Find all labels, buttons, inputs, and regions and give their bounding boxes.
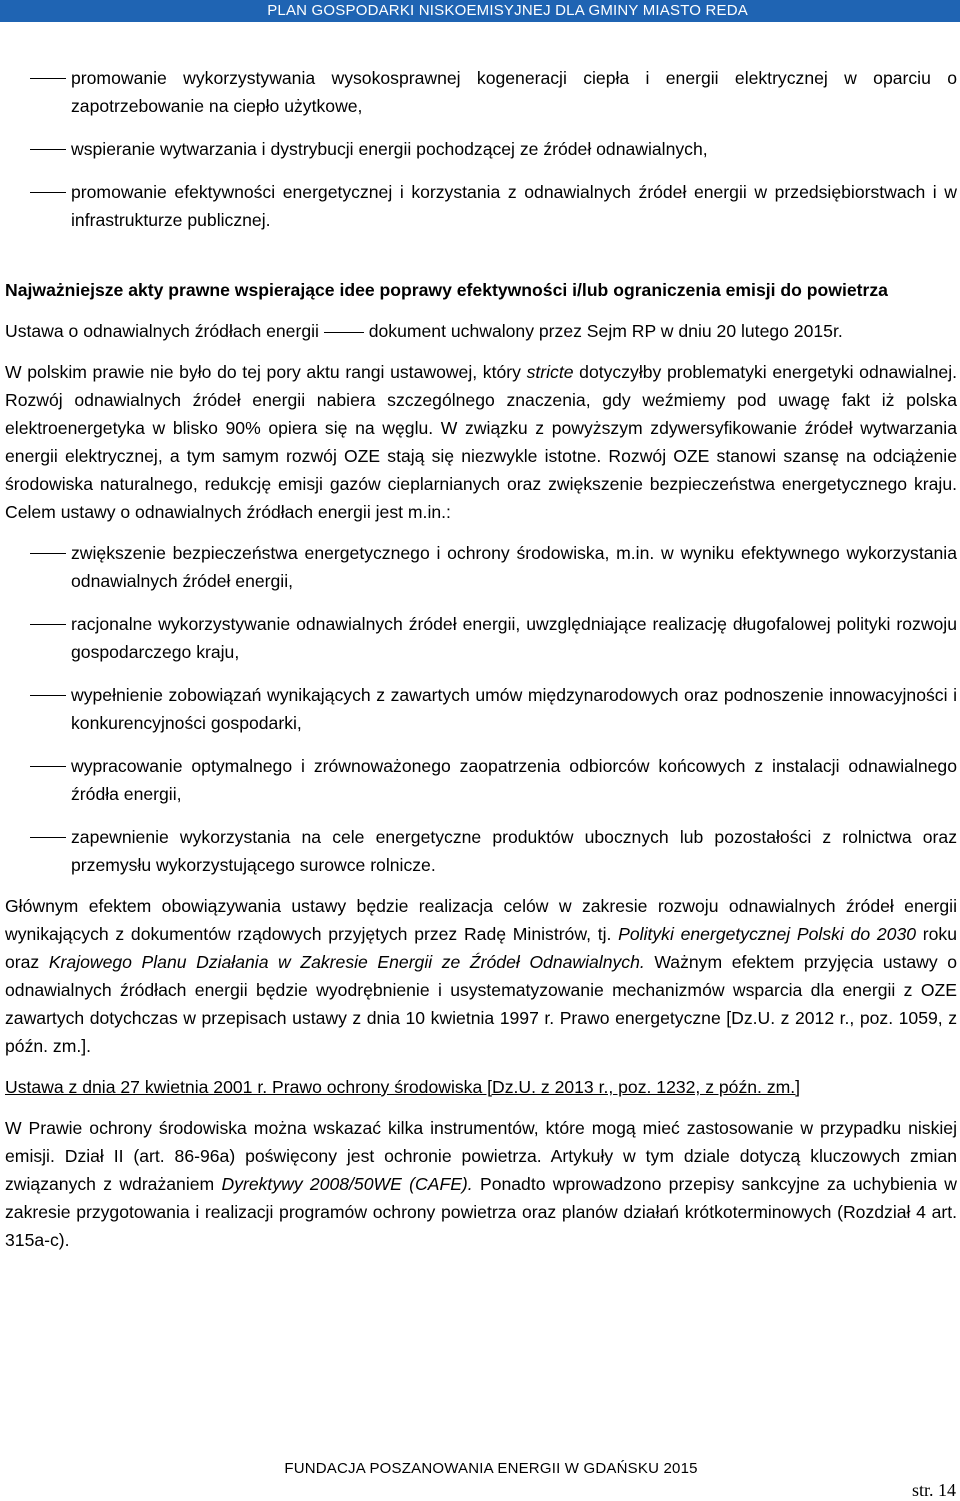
header-title: PLAN GOSPODARKI NISKOEMISYJNEJ DLA GMINY MIASTO REDA bbox=[267, 2, 748, 19]
goal-list-item: zwiększenie bezpieczeństwa energetycznego i ochrony środowiska, m.in. w wyniku efektywnego wykorzystania odnawialnych źródeł energii, bbox=[5, 539, 957, 595]
act1-paragraph-text-2: dotyczyłby problematyki energetyki odnawialnej. Rozwój odnawialnych źródeł energii nabiera szczególnego znaczenia, gdy weźmiemy pod uwagę fakt iż polska elektroenergetyka w blisko 90% opiera się na węglu. W związku z powyższym zdywersyfikowanie źródeł wytwarzania energii elektrycznej, a tym samym rozwój OZE stają się niezwykle istotne. Rozwój OZE stanowi szansę na odciążenie środowiska naturalnego, redukcję emisji gazów cieplarnianych oraz zwiększenie bezpieczeństwa energetycznego kraju. Celem ustawy o odnawialnych źródłach energii jest m.in.: bbox=[5, 362, 957, 522]
intro-list-item: promowanie efektywności energetycznej i korzystania z odnawialnych źródeł energii w przedsiębiorstwach i w infrastrukturze publicznej. bbox=[5, 178, 957, 234]
effect-text-2: roku oraz bbox=[5, 924, 957, 972]
page-footer bbox=[0, 1460, 960, 1477]
act1-paragraph-text: W polskim prawie nie było do tej pory aktu rangi ustawowej, który bbox=[5, 362, 527, 382]
goal-list-item: racjonalne wykorzystywanie odnawialnych źródeł energii, uwzględniające realizację długofalowej polityki rozwoju gospodarczego kraju, bbox=[5, 610, 957, 666]
effect-italic: Polityki energetycznej Polski do 2030 bbox=[618, 924, 917, 944]
act1-paragraph-italic: stricte bbox=[526, 362, 574, 382]
page-number: str. 14 bbox=[911, 1480, 956, 1500]
act2-italic: Dyrektywy 2008/50WE (CAFE). bbox=[221, 1174, 473, 1194]
act1-title bbox=[5, 317, 957, 345]
footer-text: FUNDACJA POSZANOWANIA ENERGII W GDAŃSKU 2015 bbox=[284, 1460, 698, 1477]
effect-text: Głównym efektem obowiązywania ustawy będzie realizacja celów w zakresie rozwoju odnawialnych źródeł energii wynikających z dokumentów rządowych przyjętych przez Radę Ministrów, tj. bbox=[5, 896, 957, 944]
effect-italic-2: Krajowego Planu Działania w Zakresie Energii ze Źródeł Odnawialnych. bbox=[48, 952, 645, 972]
act2-title: Ustawa z dnia 27 kwietnia 2001 r. Prawo ochrony środowiska [Dz.U. z 2013 r., poz. 1232, z późn. zm.] bbox=[5, 1077, 801, 1097]
document-body bbox=[5, 64, 957, 1254]
act1-title-name: Ustawa o odnawialnych źródłach energii bbox=[5, 321, 319, 341]
intro-list-item: wspieranie wytwarzania i dystrybucji energii pochodzącej ze źródeł odnawialnych, bbox=[5, 135, 957, 163]
section-heading: Najważniejsze akty prawne wspierające idee poprawy efektywności i/lub ograniczenia emisji do powietrza bbox=[5, 280, 888, 300]
act2-text: W Prawie ochrony środowiska można wskazać kilka instrumentów, które mogą mieć zastosowanie w przypadku niskiej emisji. Dział II (art. 86-96a) poświęcony jest ochronie powietrza. Artykuły w tym dziale dotyczą kluczowych zmian związanych z wdrażaniem bbox=[5, 1118, 957, 1194]
intro-list-item: promowanie wykorzystywania wysokosprawnej kogeneracji ciepła i energii elektrycznej w oparciu o zapotrzebowanie na ciepło użytkowe, bbox=[5, 64, 957, 120]
page-header bbox=[0, 0, 960, 22]
act1-effect-paragraph bbox=[5, 892, 957, 1060]
act1-title-desc: dokument uchwalony przez Sejm RP w dniu 20 lutego 2015r. bbox=[363, 321, 843, 341]
goal-list-item: zapewnienie wykorzystania na cele energetyczne produktów ubocznych lub pozostałości z rolnictwa oraz przemysłu wykorzystującego surowce rolnicze. bbox=[5, 823, 957, 879]
effect-text-3: Ważnym efektem przyjęcia ustawy o odnawialnych źródłach energii będzie wyodrębnienie i usystematyzowanie mechanizmów wsparcia dla energii z OZE zawartych dotychczas w przepisach ustawy z dnia 10 kwietnia 1997 r. Prawo energetyczne [Dz.U. z 2012 r., poz. 1059, z późn. zm.]. bbox=[5, 952, 957, 1056]
act1-paragraph bbox=[5, 358, 957, 526]
dash-icon bbox=[324, 332, 364, 333]
goal-list-item: wypełnienie zobowiązań wynikających z zawartych umów międzynarodowych oraz podnoszenie innowacyjności i konkurencyjności gospodarki, bbox=[5, 681, 957, 737]
act2-text-2: Ponadto wprowadzono przepisy sankcyjne za uchybienia w zakresie przygotowania i realizacji programów ochrony powietrza oraz planów działań krótkoterminowych (Rozdział 4 art. 315a-c). bbox=[5, 1174, 957, 1250]
act2-paragraph bbox=[5, 1114, 957, 1254]
goal-list-item: wypracowanie optymalnego i zrównoważonego zaopatrzenia odbiorców końcowych z instalacji odnawialnego źródła energii, bbox=[5, 752, 957, 808]
